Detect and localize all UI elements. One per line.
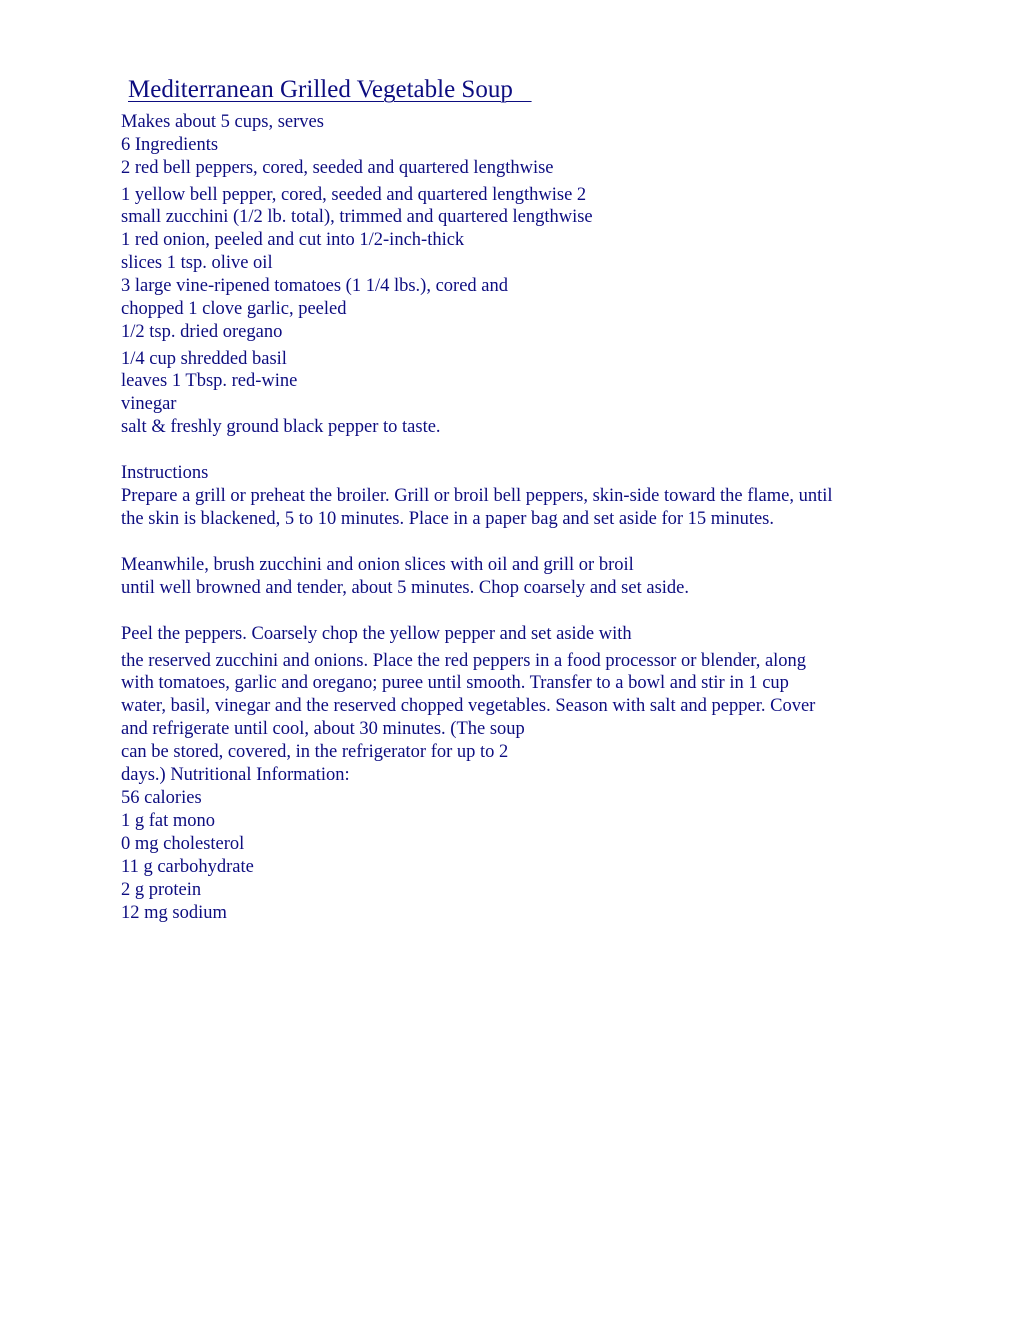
ingredient-line: 1/4 cup shredded basil — [121, 349, 287, 369]
ingredient-line: 1 yellow bell pepper, cored, seeded and quartered lengthwise 2 — [121, 185, 587, 205]
ingredient-line: vinegar — [121, 394, 177, 414]
ingredient-line: small zucchini (1/2 lb. total), trimmed and quartered lengthwise — [121, 207, 593, 227]
instruction-line: Prepare a grill or preheat the broiler. Grill or broil bell peppers, skin-side toward the flame, until — [121, 486, 833, 506]
instructions-heading: Instructions — [121, 463, 209, 483]
instruction-line: and refrigerate until cool, about 30 minutes. (The soup — [121, 719, 525, 739]
instruction-line: can be stored, covered, in the refrigerator for up to 2 — [121, 742, 509, 762]
servings-line: Makes about 5 cups, serves — [121, 112, 324, 132]
paragraph-gap — [121, 600, 941, 623]
ingredient-line: 3 large vine-ripened tomatoes (1 1/4 lbs.), cored and — [121, 276, 509, 296]
instruction-line: with tomatoes, garlic and oregano; puree until smooth. Transfer to a bowl and stir in 1 cup — [121, 673, 789, 693]
nutrition-item: 2 g protein — [121, 880, 202, 900]
nutrition-item: 1 g fat mono — [121, 811, 216, 831]
instruction-line: Meanwhile, brush zucchini and onion slices with oil and grill or broil — [121, 555, 634, 575]
ingredient-line: slices 1 tsp. olive oil — [121, 253, 273, 273]
recipe-title: Mediterranean Grilled Vegetable Soup — [128, 76, 532, 103]
ingredient-line: leaves 1 Tbsp. red-wine — [121, 371, 298, 391]
ingredient-line: 1/2 tsp. dried oregano — [121, 322, 283, 342]
nutrition-item: 11 g carbohydrate — [121, 857, 254, 877]
instruction-line: Peel the peppers. Coarsely chop the yellow pepper and set aside with — [121, 624, 632, 644]
nutrition-item: 56 calories — [121, 788, 202, 808]
instruction-line: until well browned and tender, about 5 minutes. Chop coarsely and set aside. — [121, 578, 689, 598]
ingredient-line: 1 red onion, peeled and cut into 1/2-inch-thick — [121, 230, 465, 250]
paragraph-gap — [121, 439, 941, 462]
ingredient-line: salt & freshly ground black pepper to taste. — [121, 417, 441, 437]
nutrition-item: 0 mg cholesterol — [121, 834, 245, 854]
nutrition-heading: days.) Nutritional Information: — [121, 765, 350, 785]
ingredients-heading: 6 Ingredients — [121, 135, 219, 155]
instruction-line: the skin is blackened, 5 to 10 minutes. Place in a paper bag and set aside for 15 minutes. — [121, 509, 774, 529]
ingredient-line: chopped 1 clove garlic, peeled — [121, 299, 347, 319]
instruction-line: water, basil, vinegar and the reserved chopped vegetables. Season with salt and pepper. Cover — [121, 696, 816, 716]
nutrition-item: 12 mg sodium — [121, 903, 227, 923]
paragraph-gap — [121, 531, 941, 554]
recipe-body — [121, 111, 941, 925]
instruction-line: the reserved zucchini and onions. Place the red peppers in a food processor or blender, along — [121, 651, 807, 671]
ingredient-line: 2 red bell peppers, cored, seeded and quartered lengthwise — [121, 158, 554, 178]
